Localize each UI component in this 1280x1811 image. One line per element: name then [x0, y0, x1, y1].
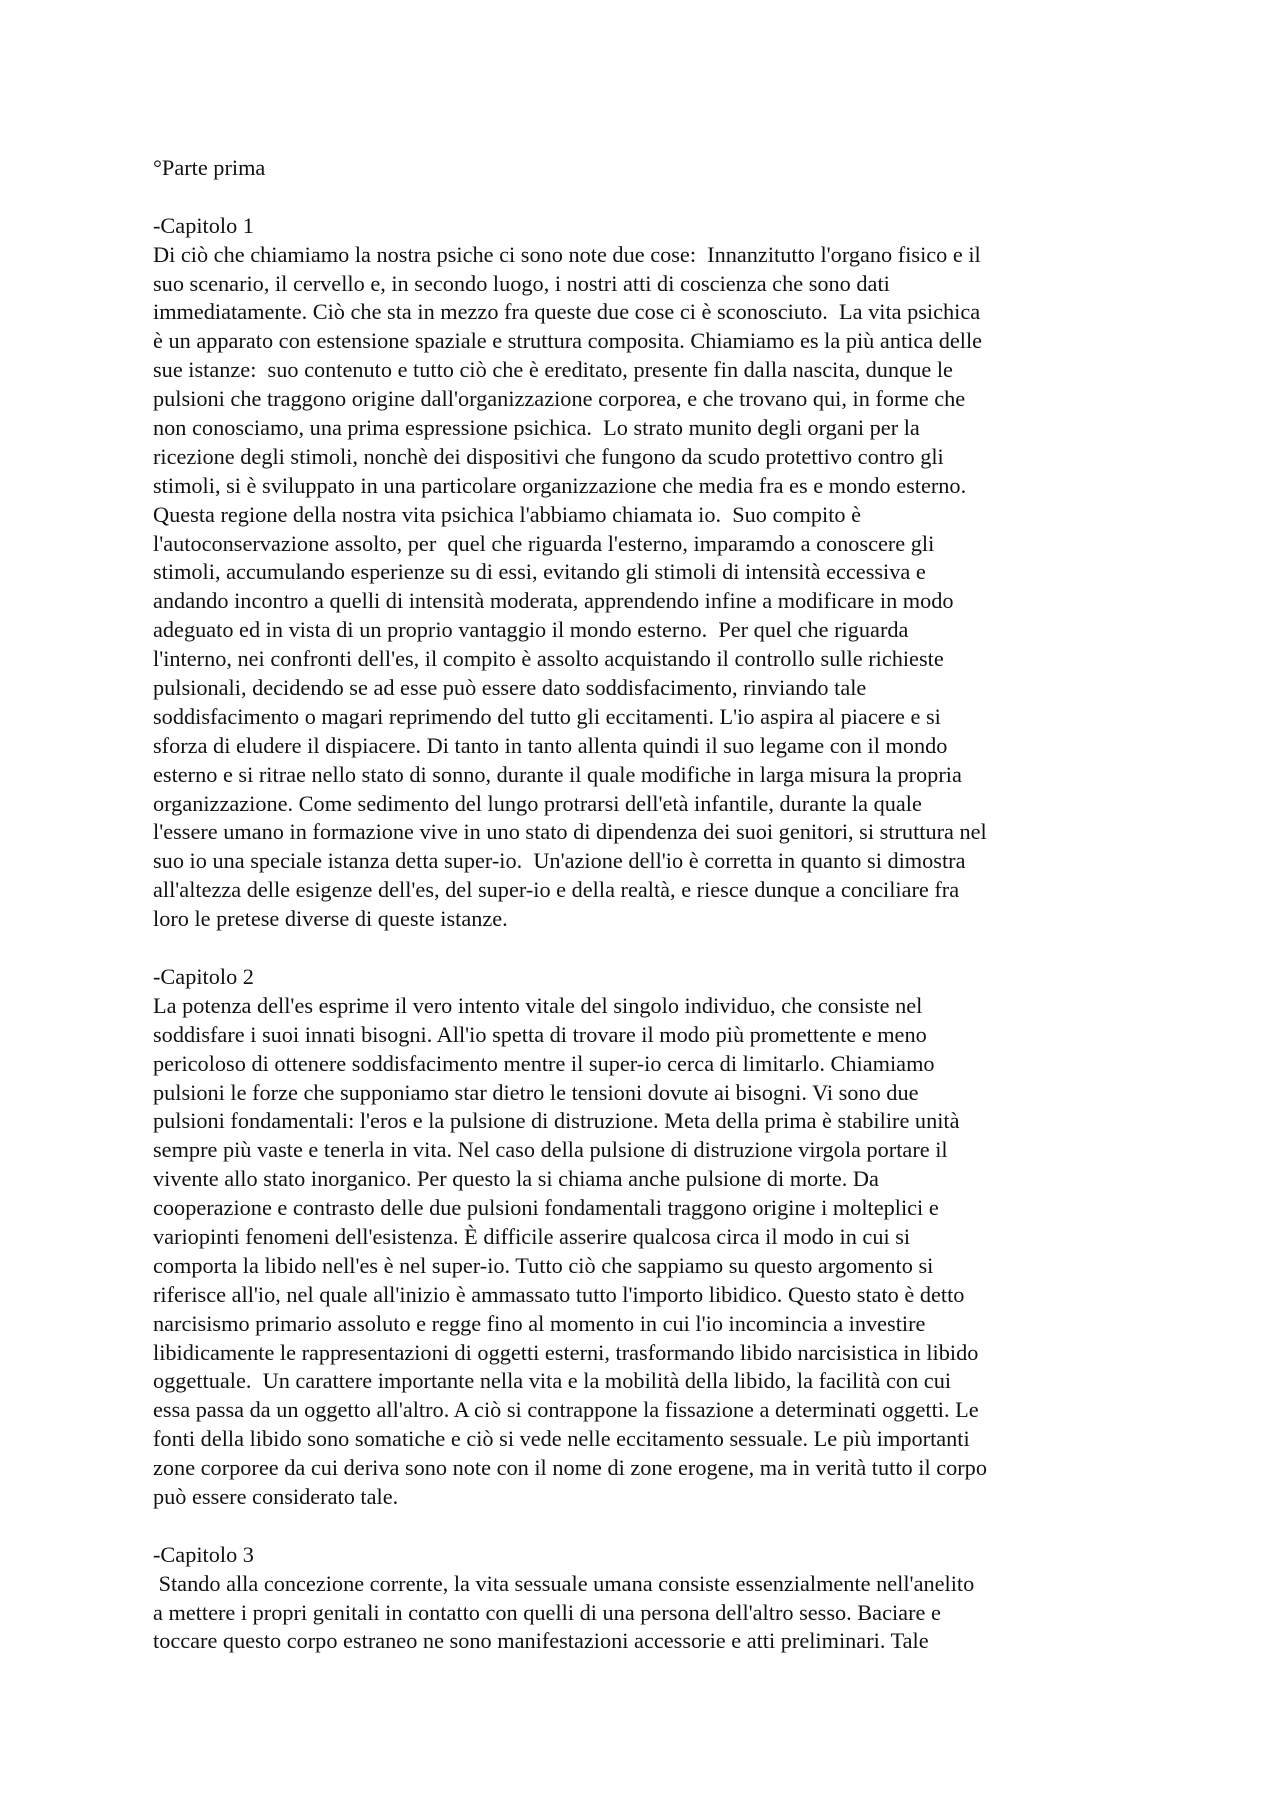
text-line: suo scenario, il cervello e, in secondo luogo, i nostri atti di coscienza che sono dati — [153, 270, 890, 296]
text-line: essa passa da un oggetto all'altro. A ciò si contrappone la fissazione a determinati oggetti. Le — [153, 1397, 979, 1423]
text-line: La potenza dell'es esprime il vero intento vitale del singolo individuo, che consiste nel — [153, 992, 923, 1018]
chapter-title: -Capitolo 1 — [153, 212, 254, 238]
text-line: libidicamente le rappresentazioni di oggetti esterni, trasformando libido narcisistica in libido — [153, 1339, 979, 1365]
text-line: pericoloso di ottenere soddisfacimento mentre il super-io cerca di limitarlo. Chiamiamo — [153, 1050, 935, 1076]
text-line: organizzazione. Come sedimento del lungo protrarsi dell'età infantile, durante la quale — [153, 790, 922, 816]
blank-line — [153, 1512, 1133, 1541]
chapter-3 — [153, 1541, 1133, 1657]
text-line: suo io una speciale istanza detta super-io. Un'azione dell'io è corretta in quanto si dimostra — [153, 848, 966, 874]
text-line: variopinti fenomeni dell'esistenza. È difficile asserire qualcosa circa il modo in cui si — [153, 1223, 911, 1249]
text-line: soddisfare i suoi innati bisogni. All'io spetta di trovare il modo più promettente e meno — [153, 1021, 927, 1047]
part-title: °Parte prima — [153, 155, 266, 180]
text-line: è un apparato con estensione spaziale e struttura composita. Chiamiamo es la più antica delle — [153, 328, 983, 354]
text-line: andando incontro a quelli di intensità moderata, apprendendo infine a modificare in modo — [153, 588, 954, 614]
text-line: toccare questo corpo estraneo ne sono manifestazioni accessorie e atti preliminari. Tale — [153, 1628, 929, 1654]
text-line: oggettuale. Un carattere importante nella vita e la mobilità della libido, la facilità con cui — [153, 1368, 952, 1394]
text-line: Di ciò che chiamiamo la nostra psiche ci sono note due cose: Innanzitutto l'organo fisico e il — [153, 241, 981, 267]
text-line: pulsioni fondamentali: l'eros e la pulsione di distruzione. Meta della prima è stabilire unità — [153, 1108, 960, 1134]
text-line: narcisismo primario assoluto e regge fino al momento in cui l'io incomincia a investire — [153, 1310, 926, 1336]
blank-line — [153, 934, 1133, 963]
text-line: all'altezza delle esigenze dell'es, del super-io e della realtà, e riesce dunque a conciliare fra — [153, 877, 960, 903]
text-line: sempre più vaste e tenerla in vita. Nel caso della pulsione di distruzione virgola portare il — [153, 1137, 948, 1163]
chapter-1 — [153, 212, 1133, 934]
text-line: Questa regione della nostra vita psichica l'abbiamo chiamata io. Suo compito è — [153, 501, 862, 527]
text-line: l'interno, nei confronti dell'es, il compito è assolto acquistando il controllo sulle richieste — [153, 646, 944, 672]
text-line: non conosciamo, una prima espressione psichica. Lo strato munito degli organi per la — [153, 415, 920, 441]
text-line: vivente allo stato inorganico. Per questo la si chiama anche pulsione di morte. Da — [153, 1166, 879, 1192]
chapter-title: -Capitolo 2 — [153, 963, 254, 989]
chapter-2 — [153, 963, 1133, 1512]
text-line: zone corporee da cui deriva sono note con il nome di zone erogene, ma in verità tutto il corpo — [153, 1455, 987, 1481]
text-line: immediatamente. Ciò che sta in mezzo fra queste due cose ci è sconosciuto. La vita psichica — [153, 299, 981, 325]
text-line: pulsioni le forze che supponiamo star dietro le tensioni dovute ai bisogni. Vi sono due — [153, 1079, 919, 1105]
text-line: l'essere umano in formazione vive in uno stato di dipendenza dei suoi genitori, si struttura nel — [153, 819, 987, 845]
text-line: ricezione degli stimoli, nonchè dei dispositivi che fungono da scudo protettivo contro gli — [153, 443, 944, 469]
text-line: sforza di eludere il dispiacere. Di tanto in tanto allenta quindi il suo legame con il mondo — [153, 732, 948, 758]
text-line: adeguato ed in vista di un proprio vantaggio il mondo esterno. Per quel che riguarda — [153, 617, 909, 643]
text-line: può essere considerato tale. — [153, 1483, 399, 1509]
text-line: comporta la libido nell'es è nel super-io. Tutto ciò che sappiamo su questo argomento si — [153, 1252, 934, 1278]
text-line: sue istanze: suo contenuto e tutto ciò che è ereditato, presente fin dalla nascita, dunque le — [153, 357, 953, 383]
text-line: riferisce all'io, nel quale all'inizio è ammassato tutto l'importo libidico. Questo stato è detto — [153, 1281, 965, 1307]
text-line: a mettere i propri genitali in contatto con quelli di una persona dell'altro sesso. Baciare e — [153, 1599, 941, 1625]
text-line: pulsioni che traggono origine dall'organizzazione corporea, e che trovano qui, in forme che — [153, 386, 966, 412]
text-line: loro le pretese diverse di queste istanze. — [153, 906, 508, 932]
text-line: l'autoconservazione assolto, per quel che riguarda l'esterno, imparamdo a conoscere gli — [153, 530, 935, 556]
text-line: soddisfacimento o magari reprimendo del tutto gli eccitamenti. L'io aspira al piacere e si — [153, 703, 941, 729]
text-line: fonti della libido sono somatiche e ciò si vede nelle eccitamento sessuale. Le più importanti — [153, 1426, 970, 1452]
document-body — [153, 154, 1133, 1656]
text-line: pulsionali, decidendo se ad esse può essere dato soddisfacimento, rinviando tale — [153, 675, 867, 701]
text-line: esterno e si ritrae nello stato di sonno, durante il quale modifiche in larga misura la propria — [153, 761, 962, 787]
text-line: cooperazione e contrasto delle due pulsioni fondamentali traggono origine i molteplici e — [153, 1195, 939, 1221]
text-line: stimoli, accumulando esperienze su di essi, evitando gli stimoli di intensità eccessiva e — [153, 559, 926, 585]
text-line: stimoli, si è sviluppato in una particolare organizzazione che media fra es e mondo esterno. — [153, 472, 967, 498]
text-line: Stando alla concezione corrente, la vita sessuale umana consiste essenzialmente nell'anelito — [153, 1570, 975, 1596]
blank-line — [153, 183, 1133, 212]
chapter-title: -Capitolo 3 — [153, 1541, 254, 1567]
